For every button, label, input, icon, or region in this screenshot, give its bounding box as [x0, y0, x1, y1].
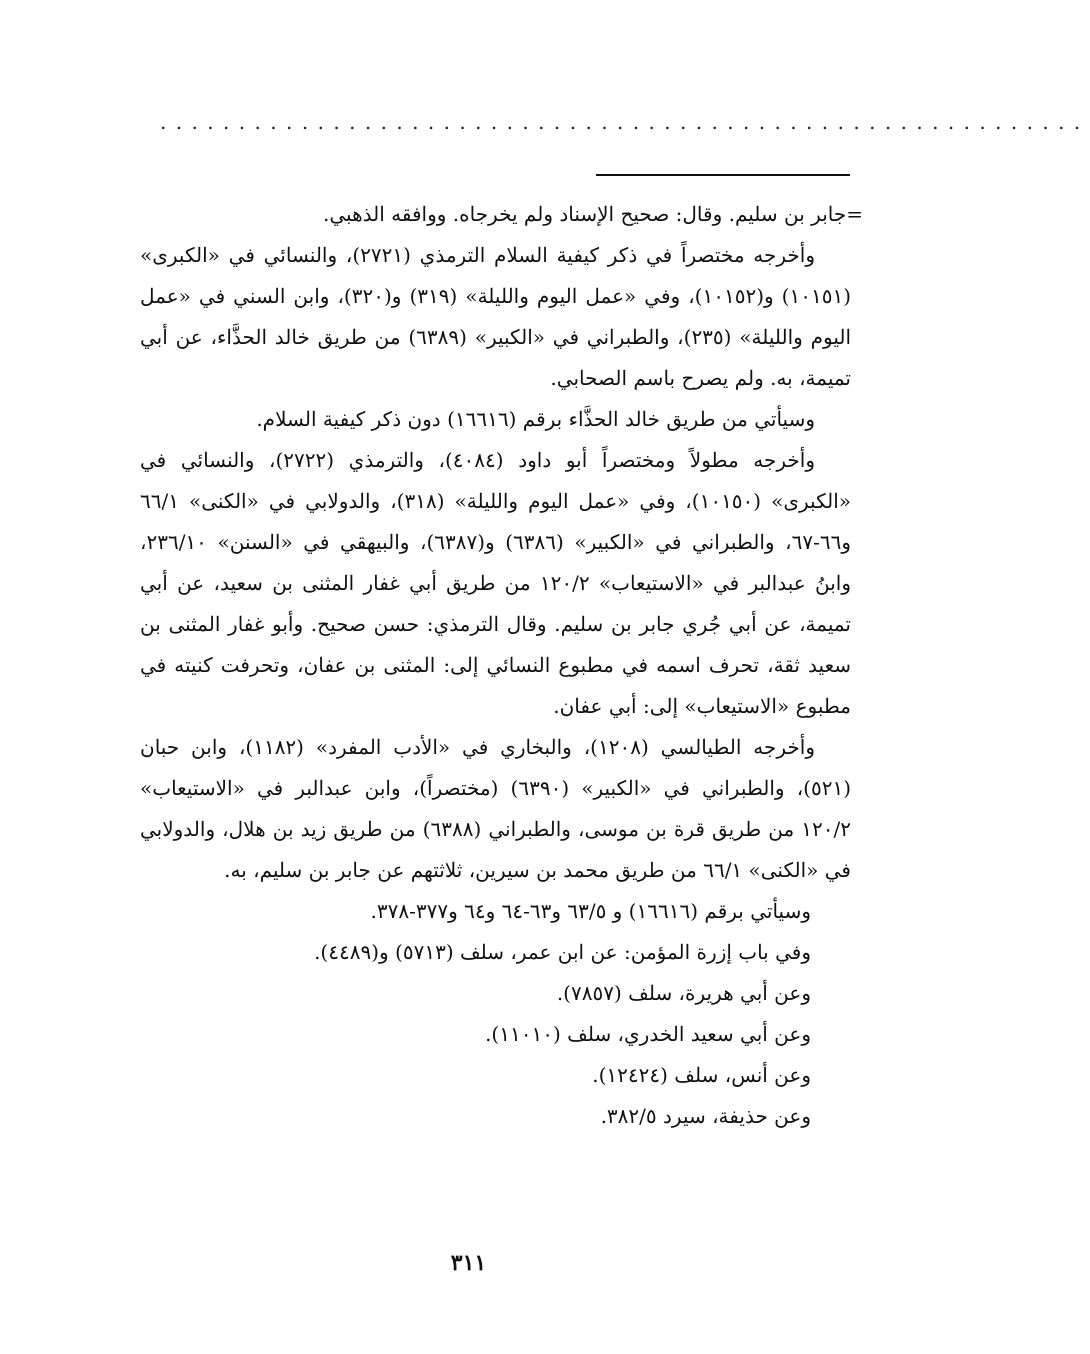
footnote-separator [596, 174, 850, 176]
cross-reference-line: وعن أنس، سلف (١٢٤٢٤). [592, 1063, 811, 1087]
footnote-paragraph: وسيأتي من طريق خالد الحذَّاء برقم (١٦٦١٦) دون ذكر كيفية السلام. [256, 407, 815, 431]
cross-reference-line: وسيأتي برقم (١٦٦١٦) و ٦٣/٥ و٦٣-٦٤ و٦٤ و٣٧٧-٣٧٨. [370, 899, 811, 923]
footnote-paragraph: وأخرجه الطيالسي (١٢٠٨)، والبخاري في «الأدب المفرد» (١١٨٢)، وابن حبان (٥٢١)، والطبراني في «الكبير» (٦٣٩٠) (مختصراً)، وابن عبدالبر في «الاستيعاب» ١٢٠/٢ من طريق قرة بن موسى، والطبراني (٦٣٨٨) من طريق زيد بن هلال، والدولابي في «الكنى» ٦٦/١ من طريق محمد بن سيرين، ثلاثتهم عن جابر بن سليم، به. [140, 735, 852, 882]
cross-reference-line: وعن أبي سعيد الخدري، سلف (١١٠١٠). [485, 1022, 811, 1046]
footnote-block [140, 194, 863, 1137]
cross-reference-line: وعن أبي هريرة، سلف (٧٨٥٧). [556, 981, 811, 1005]
elision-dots: ........................................................... [160, 110, 1090, 134]
cross-reference-line: وعن حذيفة، سيرد ٣٨٢/٥. [600, 1104, 811, 1128]
cross-reference-line: وفي باب إزرة المؤمن: عن ابن عمر، سلف (٥٧١٣) و(٤٤٨٩). [314, 940, 811, 964]
footnote-paragraph: =جابر بن سليم. وقال: صحيح الإسناد ولم يخرجاه. ووافقه الذهبي. [323, 202, 863, 226]
footnote-paragraph: وأخرجه مطولاً ومختصراً أبو داود (٤٠٨٤)، والترمذي (٢٧٢٢)، والنسائي في «الكبرى» (١٠١٥٠)، وفي «عمل اليوم والليلة» (٣١٨)، والدولابي في «الكنى» ٦٦/١ و٦٦-٦٧، والطبراني في «الكبير» (٦٣٨٦) و(٦٣٨٧)، والبيهقي في «السنن» ٢٣٦/١٠، وابنُ عبدالبر في «الاستيعاب» ١٢٠/٢ من طريق أبي غفار المثنى بن سعيد، عن أبي تميمة، عن أبي جُري جابر بن سليم. وقال الترمذي: حسن صحيح. وأبو غفار المثنى بن سعيد ثقة، تحرف اسمه في مطبوع النسائي إلى: المثنى بن عفان، وتحرفت كنيته في مطبوع «الاستيعاب» إلى: أبي عفان. [140, 448, 852, 718]
page-number: ٣١١ [450, 1250, 487, 1276]
footnote-paragraph: وأخرجه مختصراً في ذكر كيفية السلام الترمذي (٢٧٢١)، والنسائي في «الكبرى» (١٠١٥١) و(١٠١٥٢)، وفي «عمل اليوم والليلة» (٣١٩) و(٣٢٠)، وابن السني في «عمل اليوم والليلة» (٢٣٥)، والطبراني في «الكبير» (٦٣٨٩) من طريق خالد الحذَّاء، عن أبي تميمة، به. ولم يصرح باسم الصحابي. [140, 243, 852, 390]
